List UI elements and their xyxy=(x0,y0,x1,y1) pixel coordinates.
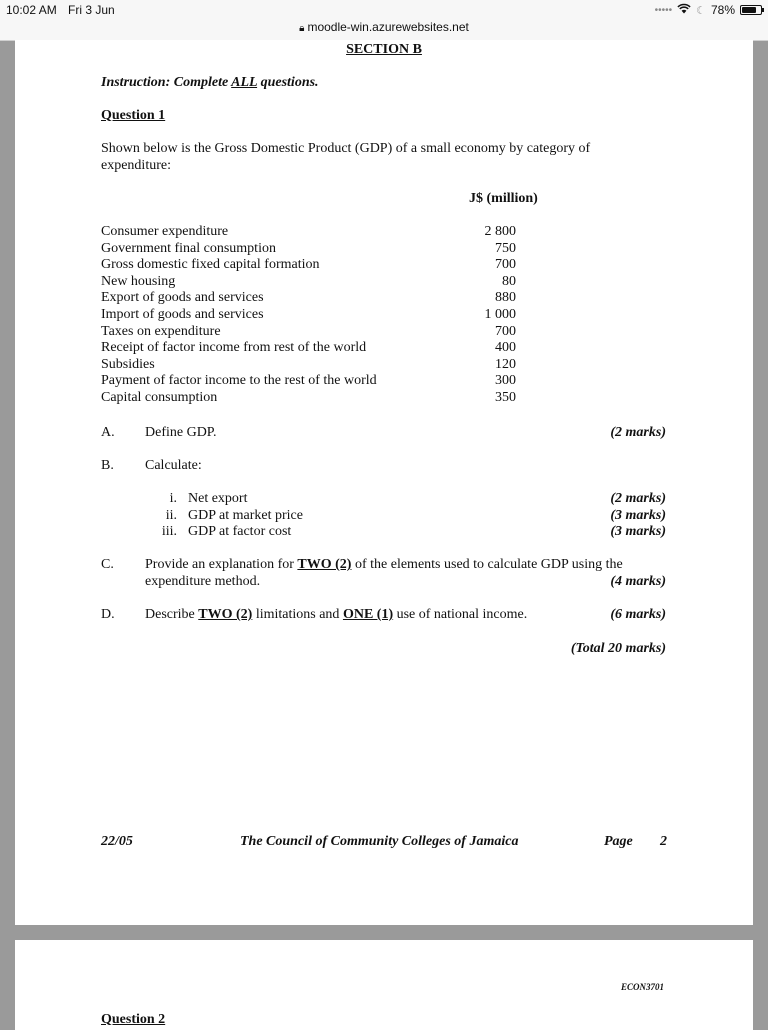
table-row-label: Capital consumption xyxy=(101,389,218,405)
instruction-post: questions. xyxy=(257,75,319,90)
sub-ii-text: GDP at market price xyxy=(188,508,303,523)
table-row-label: Taxes on expenditure xyxy=(101,323,221,339)
question-d-marks: (6 marks) xyxy=(610,607,666,622)
question-c-marks: (4 marks) xyxy=(610,574,666,589)
table-row-value: 750 xyxy=(495,240,516,256)
table-row-value: 300 xyxy=(495,373,516,389)
question-d-letter: D. xyxy=(101,607,115,622)
moon-icon: ☾ xyxy=(696,4,706,17)
sub-ii-marks: (3 marks) xyxy=(610,508,666,523)
sub-i-text: Net export xyxy=(188,491,248,506)
table-row-label: Import of goods and services xyxy=(101,306,264,322)
status-date: Fri 3 Jun xyxy=(68,3,115,17)
document-page-2 xyxy=(15,940,753,1030)
section-title: SECTION B xyxy=(346,42,422,57)
table-row-value: 80 xyxy=(502,273,516,289)
instruction-all: ALL xyxy=(231,75,258,90)
table-row-value: 700 xyxy=(495,257,516,273)
table-row-label: Government final consumption xyxy=(101,240,276,256)
question-b-text: Calculate: xyxy=(145,458,202,473)
question-c-letter: C. xyxy=(101,557,114,572)
question-d-emph-2: ONE (1) xyxy=(342,607,394,622)
url-text: moodle-win.azurewebsites.net xyxy=(307,20,469,34)
footer-page-number: 2 xyxy=(660,834,667,849)
instruction-pre: Instruction: Complete xyxy=(101,75,232,90)
address-bar[interactable] xyxy=(0,20,768,34)
document-page-1 xyxy=(15,40,753,925)
status-indicators xyxy=(655,3,762,17)
table-row-value: 700 xyxy=(495,323,516,339)
footer-page-label: Page xyxy=(604,834,633,849)
question-d-emph-1: TWO (2) xyxy=(198,607,253,622)
signal-icon: ••••• xyxy=(654,4,673,16)
status-time: 10:02 AM xyxy=(6,3,57,17)
gdp-table-labels xyxy=(101,224,377,407)
footer-org: The Council of Community Colleges of Jamaica xyxy=(240,834,519,849)
intro-line-1: Shown below is the Gross Domestic Product (GDP) of a small economy by category of xyxy=(101,141,591,156)
question-d-text xyxy=(145,607,527,624)
lock-icon: 🔒︎ xyxy=(299,23,305,34)
table-row-label: Receipt of factor income from rest of the world xyxy=(101,340,367,356)
battery-icon xyxy=(740,5,762,15)
table-row-value: 400 xyxy=(495,340,516,356)
table-row-value: 1 000 xyxy=(484,306,516,322)
sub-ii-num: ii. xyxy=(165,508,177,523)
question-d-mid: limitations and xyxy=(252,607,343,622)
question-a-marks: (2 marks) xyxy=(610,425,666,440)
sub-i-marks: (2 marks) xyxy=(610,491,666,506)
sub-iii-marks: (3 marks) xyxy=(610,524,666,539)
question-a-letter: A. xyxy=(101,425,115,440)
table-row-label: Export of goods and services xyxy=(101,290,264,306)
sub-i-num: i. xyxy=(169,491,177,506)
table-row-value: 880 xyxy=(495,290,516,306)
question-c-line-2: expenditure method. xyxy=(145,574,261,589)
instruction xyxy=(101,75,319,92)
table-row-value: 2 800 xyxy=(484,224,516,239)
table-row-label: Payment of factor income to the rest of the world xyxy=(101,373,377,389)
wifi-icon xyxy=(677,3,691,17)
status-time-date xyxy=(6,3,123,17)
battery-percent: 78% xyxy=(710,3,735,17)
column-header: J$ (million) xyxy=(469,191,538,206)
question-c-pre: Provide an explanation for xyxy=(145,557,298,572)
question-1-title: Question 1 xyxy=(101,108,166,123)
question-b-letter: B. xyxy=(101,458,114,473)
question-c-emph: TWO (2) xyxy=(297,557,352,572)
table-row-label: Subsidies xyxy=(101,356,155,372)
course-code: ECON3701 xyxy=(621,982,665,992)
sub-iii-text: GDP at factor cost xyxy=(188,524,292,539)
table-row-value: 350 xyxy=(495,389,516,405)
total-marks: (Total 20 marks) xyxy=(570,641,666,656)
gdp-table-values xyxy=(455,224,516,407)
footer-code: 22/05 xyxy=(101,834,133,849)
sub-iii-num: iii. xyxy=(161,524,177,539)
question-d-post: use of national income. xyxy=(393,607,528,622)
intro-line-2: expenditure: xyxy=(101,158,171,173)
table-row-value: 120 xyxy=(495,356,516,372)
status-bar xyxy=(0,0,768,41)
question-c-line-1 xyxy=(145,557,623,574)
question-d-pre: Describe xyxy=(145,607,199,622)
question-c-post: of the elements used to calculate GDP using the xyxy=(351,557,623,572)
table-row-label: New housing xyxy=(101,273,176,289)
question-2-title: Question 2 xyxy=(101,1012,166,1027)
table-row-label: Gross domestic fixed capital formation xyxy=(101,257,320,273)
question-a-text: Define GDP. xyxy=(145,425,217,440)
table-row-label: Consumer expenditure xyxy=(101,224,229,239)
